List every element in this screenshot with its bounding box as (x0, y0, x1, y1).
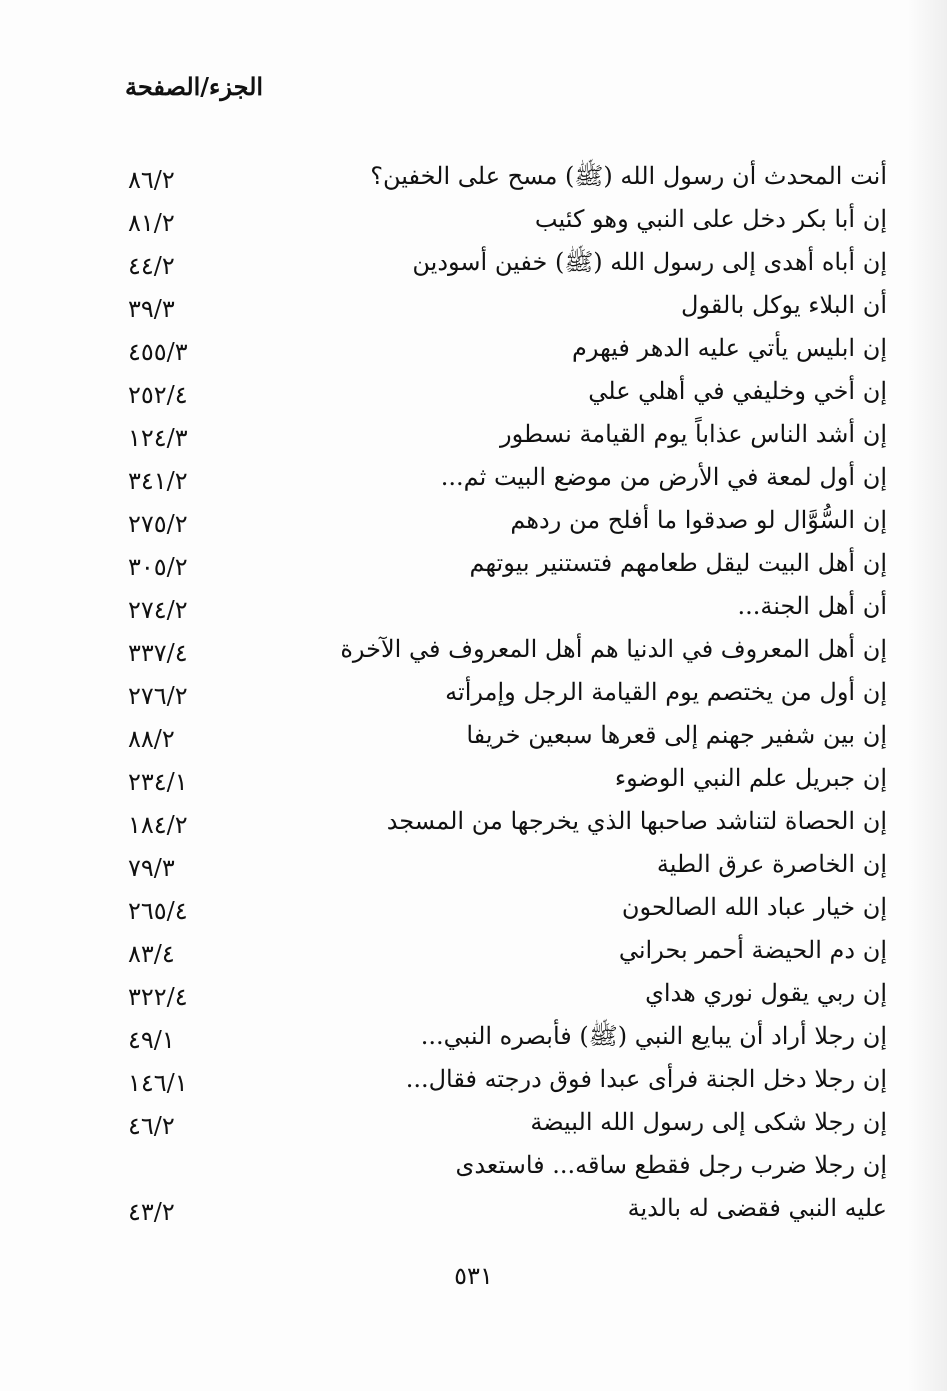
entry-reference: ٣٢٢/٤ (128, 983, 188, 1011)
entry-text: إن رجلا دخل الجنة فرأى عبدا فوق درجته فقال... (405, 1065, 887, 1093)
entry-text: إن أباه أهدى إلى رسول الله (ﷺ) خفين أسودين (412, 248, 887, 276)
entry-reference: ٨١/٢ (128, 209, 175, 237)
list-item (0, 1061, 947, 1104)
list-item (0, 932, 947, 975)
entry-reference: ٨٦/٢ (128, 166, 175, 194)
entry-text: إن خيار عباد الله الصالحون (621, 893, 887, 921)
list-item (0, 631, 947, 674)
column-header: الجزء/الصفحة (125, 72, 264, 101)
entry-reference: ٢٣٤/١ (128, 768, 188, 796)
entry-reference: ٣٣٧/٤ (128, 639, 188, 667)
entry-reference: ٨٨/٢ (128, 725, 175, 753)
list-item (0, 287, 947, 330)
entry-reference: ٢٧٤/٢ (128, 596, 188, 624)
entry-text: إن أخي وخليفي في أهلي علي (588, 377, 887, 405)
entry-text: إن أهل البيت ليقل طعامهم فتستنير بيوتهم (469, 549, 887, 577)
entry-reference: ٣٠٥/٢ (128, 553, 188, 581)
list-item (0, 674, 947, 717)
entry-text: إن أهل المعروف في الدنيا هم أهل المعروف في الآخرة (340, 635, 887, 663)
list-item (0, 889, 947, 932)
list-item (0, 1104, 947, 1147)
entry-text: إن رجلا ضرب رجل فقطع ساقه... فاستعدى (455, 1151, 887, 1179)
entry-text: إن الحصاة لتناشد صاحبها الذي يخرجها من المسجد (386, 807, 887, 835)
entry-reference: ٢٧٦/٢ (128, 682, 188, 710)
entry-text: إن أول لمعة في الأرض من موضع البيت ثم... (440, 463, 887, 491)
list-item (0, 1190, 947, 1233)
list-item (0, 545, 947, 588)
list-item (0, 760, 947, 803)
entry-text: أنت المحدث أن رسول الله (ﷺ) مسح على الخفين؟ (370, 162, 887, 190)
list-item (0, 373, 947, 416)
list-item (0, 459, 947, 502)
entry-text: إن الخاصرة عرق الطية (656, 850, 887, 878)
entry-reference: ٢٥٢/٤ (128, 381, 188, 409)
entry-reference: ٣٤١/٢ (128, 467, 188, 495)
list-item (0, 201, 947, 244)
list-item (0, 416, 947, 459)
list-item (0, 1018, 947, 1061)
list-item (0, 588, 947, 631)
entry-text: إن أشد الناس عذاباً يوم القيامة نسطور (500, 420, 887, 448)
entry-reference: ٨٣/٤ (128, 940, 175, 968)
list-item (0, 330, 947, 373)
list-item (0, 1147, 947, 1190)
entry-text: إن بين شفير جهنم إلى قعرها سبعين خريفا (466, 721, 887, 749)
list-item (0, 158, 947, 201)
entry-text: إن أبا بكر دخل على النبي وهو كئيب (534, 205, 887, 233)
entry-text: إن ابليس يأتي عليه الدهر فيهرم (572, 334, 887, 362)
entry-reference: ١٨٤/٢ (128, 811, 188, 839)
entry-reference: ٧٩/٣ (128, 854, 175, 882)
entry-text: إن أول من يختصم يوم القيامة الرجل وإمرأته (445, 678, 887, 706)
list-item (0, 717, 947, 760)
entry-reference: ٤٣/٢ (128, 1198, 175, 1226)
list-item (0, 975, 947, 1018)
entry-reference: ١٤٦/١ (128, 1069, 188, 1097)
entry-reference: ٤٦/٢ (128, 1112, 175, 1140)
entry-text: أن أهل الجنة... (737, 592, 887, 620)
entry-reference: ٢٦٥/٤ (128, 897, 188, 925)
list-item (0, 244, 947, 287)
entry-text: إن رجلا أراد أن يبايع النبي (ﷺ) فأبصره النبي... (420, 1022, 887, 1050)
list-item (0, 502, 947, 545)
entry-text: إن ربي يقول نوري هداي (645, 979, 887, 1007)
entry-reference: ١٢٤/٣ (128, 424, 188, 452)
entry-reference: ٢٧٥/٢ (128, 510, 188, 538)
entry-text: إن جبريل علم النبي الوضوء (614, 764, 887, 792)
entry-text: أن البلاء يوكل بالقول (681, 291, 887, 319)
entry-text: إن السُّوَّال لو صدقوا ما أفلح من ردهم (510, 506, 887, 534)
entry-reference: ٣٩/٣ (128, 295, 175, 323)
entry-text: إن دم الحيضة أحمر بحراني (618, 936, 887, 964)
list-item (0, 803, 947, 846)
entry-reference: ٤٥٥/٣ (128, 338, 188, 366)
entry-text: إن رجلا شكى إلى رسول الله البيضة (530, 1108, 887, 1136)
entry-text: عليه النبي فقضى له بالدية (627, 1194, 887, 1222)
entry-reference: ٤٤/٢ (128, 252, 175, 280)
entry-reference: ٤٩/١ (128, 1026, 175, 1054)
list-item (0, 846, 947, 889)
page-number: ٥٣١ (454, 1262, 493, 1290)
